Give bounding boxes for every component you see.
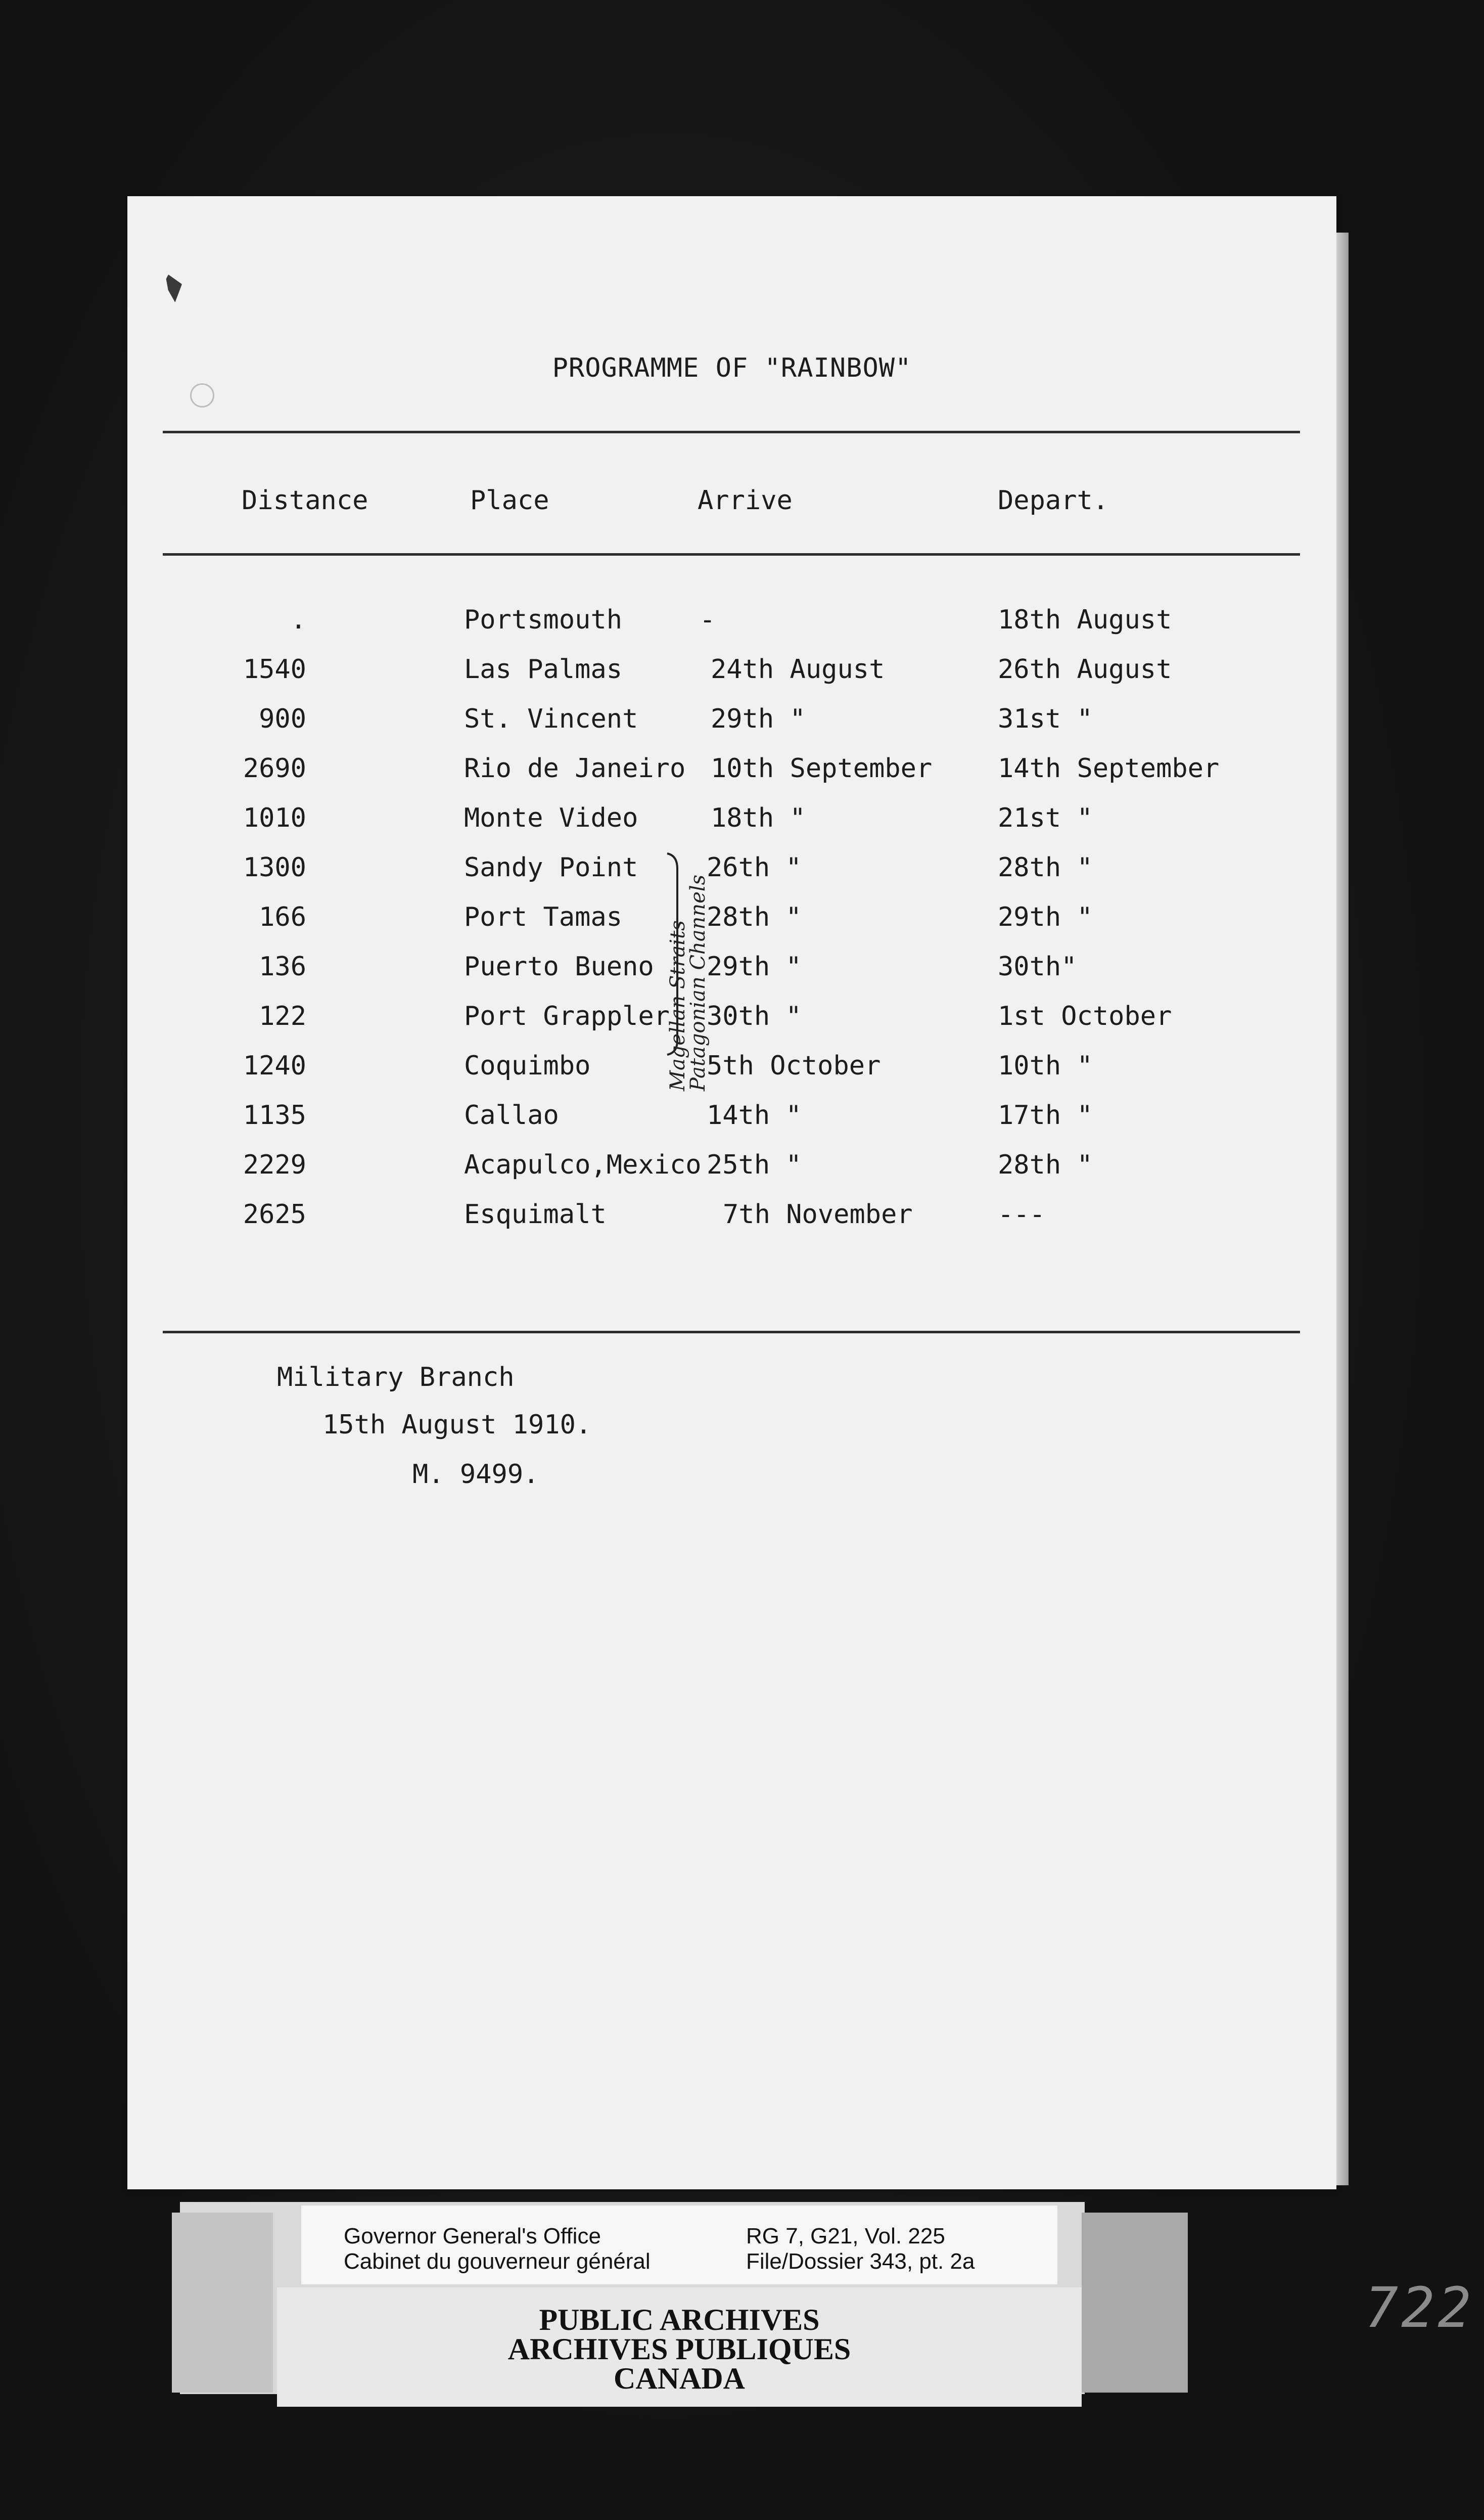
footer-branch: Military Branch xyxy=(277,1362,515,1392)
stamp-line-1: PUBLIC ARCHIVES xyxy=(539,2303,820,2336)
cell-arrive: 18th " xyxy=(711,803,806,833)
cell-distance: 2690 xyxy=(243,753,306,784)
cell-place: Sandy Point xyxy=(464,852,638,883)
cell-arrive: 29th " xyxy=(711,704,806,734)
cell-place: Rio de Janeiro xyxy=(464,753,686,784)
header-depart: Depart. xyxy=(998,485,1109,516)
cell-place: Port Grappler xyxy=(464,1001,670,1031)
cell-arrive: 29th " xyxy=(707,952,802,982)
cell-place: Esquimalt xyxy=(464,1199,607,1230)
cell-depart: 10th " xyxy=(998,1051,1093,1081)
microfilm-frame-number: 722 xyxy=(1365,2275,1474,2340)
cell-arrive: 7th November xyxy=(723,1199,913,1230)
document-page xyxy=(127,196,1336,2189)
office-english: Governor General's Office xyxy=(344,2224,601,2248)
cell-depart: 26th August xyxy=(998,654,1172,685)
cell-distance: 1010 xyxy=(243,803,306,833)
cell-distance: 136 xyxy=(259,952,306,982)
top-rule xyxy=(163,431,1300,433)
cell-place: Puerto Bueno xyxy=(464,952,654,982)
footer-reference: M. 9499. xyxy=(412,1459,539,1490)
cell-distance: 1540 xyxy=(243,654,306,685)
cell-distance: 900 xyxy=(259,704,306,734)
cell-place: St. Vincent xyxy=(464,704,638,734)
cell-depart: 1st October xyxy=(998,1001,1172,1031)
cell-arrive: 26th " xyxy=(707,852,802,883)
office-french: Cabinet du gouverneur général xyxy=(344,2249,651,2274)
cell-arrive: 28th " xyxy=(707,902,802,932)
cell-arrive: 24th August xyxy=(711,654,885,685)
stamp-line-3: CANADA xyxy=(614,2362,745,2395)
archive-reference-label xyxy=(301,2206,1057,2284)
bottom-rule xyxy=(163,1331,1300,1333)
cell-place: Monte Video xyxy=(464,803,638,833)
cell-depart: 14th September xyxy=(998,753,1220,784)
header-rule xyxy=(163,553,1300,556)
label-left-bar xyxy=(172,2213,273,2393)
punch-hole xyxy=(190,383,214,408)
cell-arrive: 14th " xyxy=(707,1100,802,1131)
punch-mark xyxy=(165,272,182,302)
handwritten-note-patagonian: Patagonian Channels xyxy=(686,874,710,1091)
paper-edge xyxy=(1336,233,1349,2185)
cell-place: Callao xyxy=(464,1100,559,1131)
cell-depart: --- xyxy=(998,1199,1045,1230)
stamp-line-2: ARCHIVES PUBLIQUES xyxy=(507,2332,851,2366)
cell-distance: 2229 xyxy=(243,1150,306,1180)
cell-depart: 21st " xyxy=(998,803,1093,833)
cell-distance: 2625 xyxy=(243,1199,306,1230)
cell-arrive: 5th October xyxy=(707,1051,881,1081)
reference-file: File/Dossier 343, pt. 2a xyxy=(746,2249,975,2274)
cell-place: Port Tamas xyxy=(464,902,623,932)
label-right-bar xyxy=(1082,2213,1188,2393)
cell-arrive: 30th " xyxy=(707,1001,802,1031)
document-title: PROGRAMME OF "RAINBOW" xyxy=(552,353,912,383)
header-arrive: Arrive xyxy=(698,485,793,516)
cell-place: Las Palmas xyxy=(464,654,623,685)
cell-place: Portsmouth xyxy=(464,605,623,635)
cell-arrive: 25th " xyxy=(707,1150,802,1180)
cell-place: Coquimbo xyxy=(464,1051,591,1081)
cell-depart: 18th August xyxy=(998,605,1172,635)
cell-distance: 1300 xyxy=(243,852,306,883)
cell-depart: 28th " xyxy=(998,1150,1093,1180)
header-distance: Distance xyxy=(242,485,368,516)
cell-distance: . xyxy=(290,605,306,635)
header-place: Place xyxy=(470,485,549,516)
cell-distance: 166 xyxy=(259,902,306,932)
cell-depart: 31st " xyxy=(998,704,1093,734)
cell-distance: 122 xyxy=(259,1001,306,1031)
cell-arrive: 10th September xyxy=(711,753,933,784)
cell-arrive: - xyxy=(700,605,716,635)
cell-depart: 17th " xyxy=(998,1100,1093,1131)
cell-place: Acapulco,Mexico xyxy=(464,1150,702,1180)
cell-depart: 28th " xyxy=(998,852,1093,883)
cell-distance: 1240 xyxy=(243,1051,306,1081)
cell-depart: 29th " xyxy=(998,902,1093,932)
footer-date: 15th August 1910. xyxy=(322,1410,592,1440)
cell-depart: 30th" xyxy=(998,952,1077,982)
reference-volume: RG 7, G21, Vol. 225 xyxy=(746,2224,945,2248)
handwritten-note-magellan: Magellan Straits xyxy=(666,920,689,1091)
cell-distance: 1135 xyxy=(243,1100,306,1131)
